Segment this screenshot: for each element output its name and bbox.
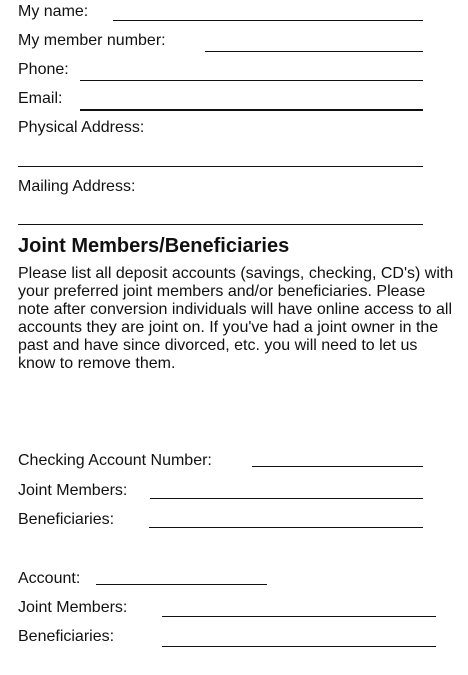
mailing-address-field-line[interactable]	[18, 224, 423, 225]
member-number-label: My member number:	[18, 32, 166, 49]
beneficiaries-label-2: Beneficiaries:	[18, 628, 115, 645]
phone-field-line[interactable]	[80, 80, 423, 81]
account-label-2: Account:	[18, 570, 81, 587]
joint-members-field-line-1[interactable]	[150, 498, 423, 499]
joint-members-label-1: Joint Members:	[18, 482, 128, 499]
checking-account-label: Checking Account Number:	[18, 452, 212, 469]
email-label: Email:	[18, 90, 63, 107]
account-field-line-2[interactable]	[96, 584, 267, 585]
joint-members-instructions: Please list all deposit accounts (savings, checking, CD's) with your preferred joint members and/or beneficiaries. Please note after conversion individuals will have online access to all accounts they are joint on. If you've had a joint owner in the past and have since divorced, etc. you will need to let us know to remove them.	[18, 265, 454, 372]
mailing-address-label: Mailing Address:	[18, 178, 136, 195]
phone-label: Phone:	[18, 61, 69, 78]
checking-account-field-line[interactable]	[252, 466, 423, 467]
joint-members-label-2: Joint Members:	[18, 599, 128, 616]
joint-members-field-line-2[interactable]	[162, 616, 436, 617]
joint-members-heading: Joint Members/Beneficiaries	[18, 235, 290, 257]
beneficiaries-field-line-2[interactable]	[162, 646, 436, 647]
member-number-field-line[interactable]	[205, 51, 423, 52]
name-field-line[interactable]	[113, 20, 423, 21]
name-label: My name:	[18, 3, 89, 20]
email-field-line[interactable]	[80, 109, 423, 111]
physical-address-label: Physical Address:	[18, 119, 145, 136]
physical-address-field-line[interactable]	[18, 166, 423, 167]
beneficiaries-field-line-1[interactable]	[149, 527, 423, 528]
beneficiaries-label-1: Beneficiaries:	[18, 511, 115, 528]
